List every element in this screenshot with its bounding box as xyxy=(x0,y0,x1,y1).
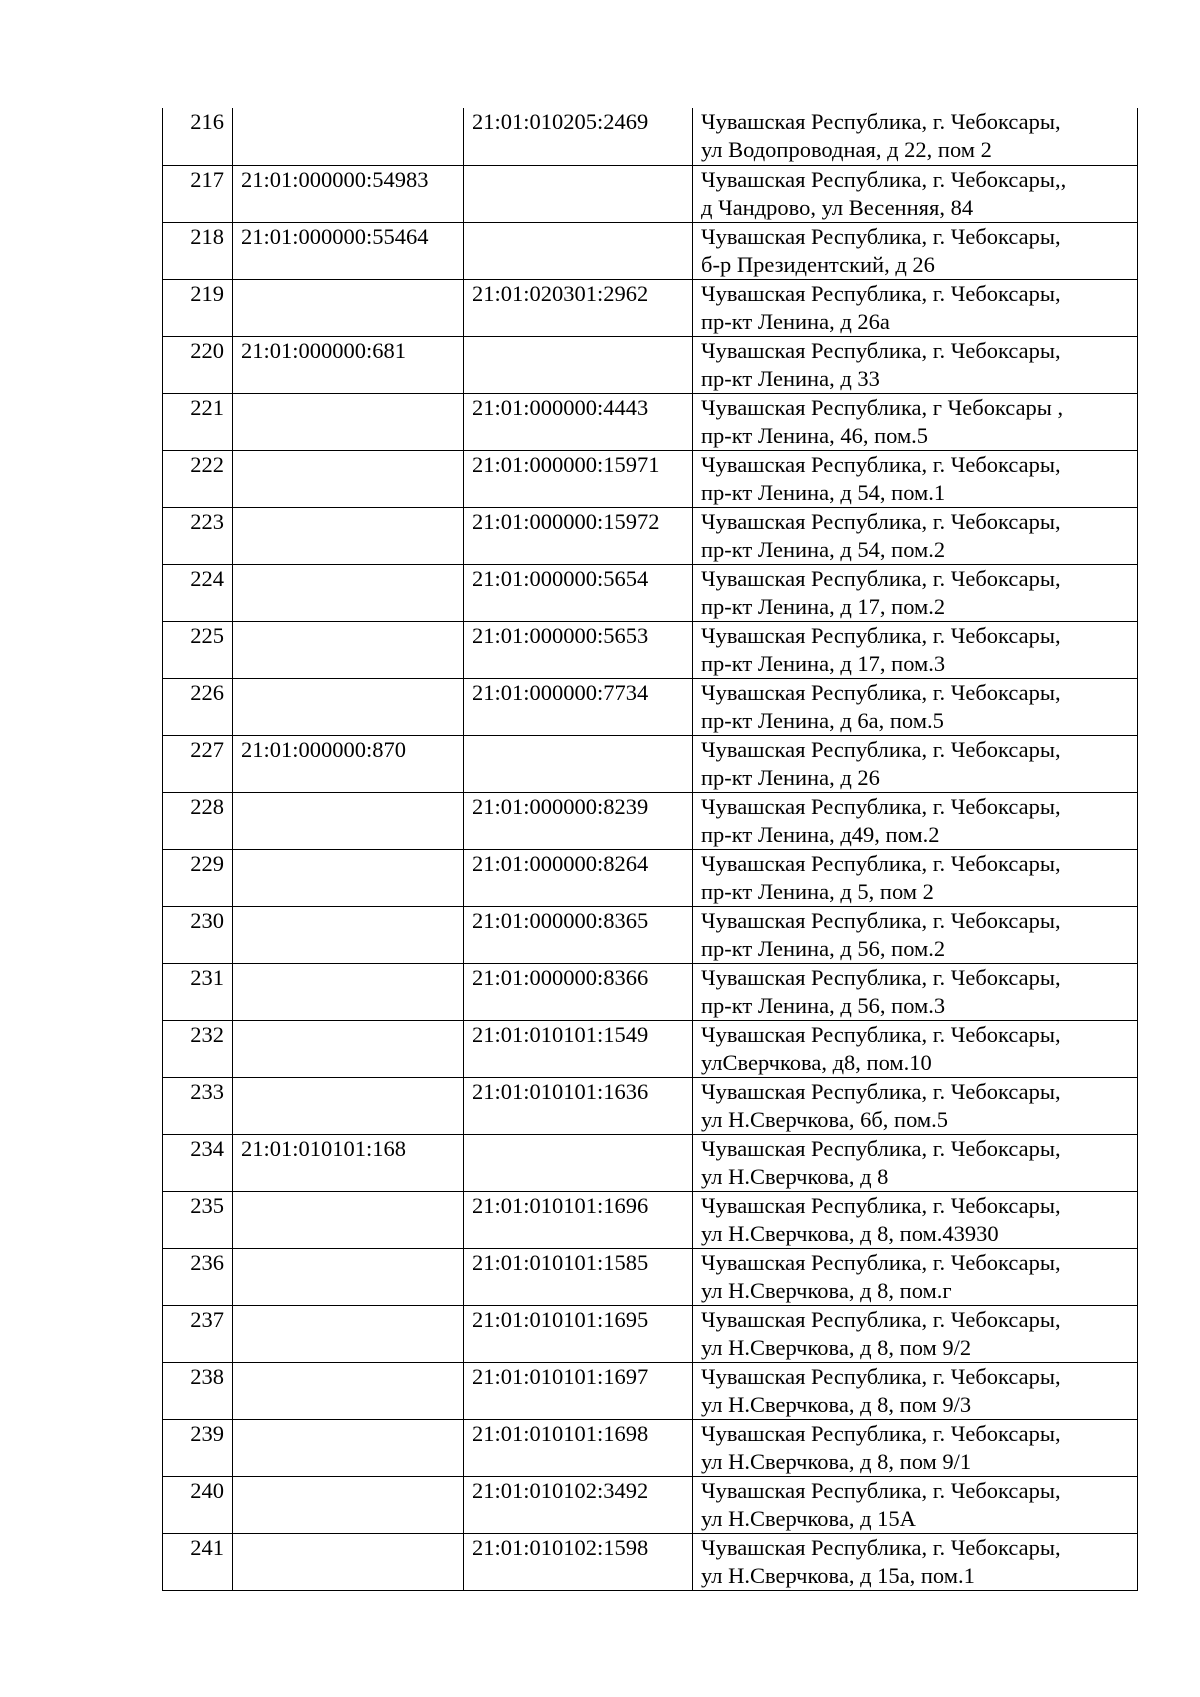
row-number-cell: 234 xyxy=(163,1134,233,1191)
cadastral-number-premises-cell: 21:01:000000:8365 xyxy=(464,906,693,963)
cadastral-number-premises-cell: 21:01:010102:1598 xyxy=(464,1533,693,1590)
address-line-1: Чувашская Республика, г. Чебоксары, xyxy=(701,109,1061,134)
row-number-cell: 217 xyxy=(163,165,233,222)
cadastral-number-cell: 21:01:000000:54983 xyxy=(233,165,464,222)
address-line-1: Чувашская Республика, г. Чебоксары, xyxy=(701,1420,1061,1446)
address-line-2: б-р Президентский, д 26 xyxy=(701,251,935,277)
cadastral-number-premises-cell: 21:01:010205:2469 xyxy=(464,108,693,165)
row-number-cell: 239 xyxy=(163,1419,233,1476)
address-line-1: Чувашская Республика, г. Чебоксары,, xyxy=(701,166,1067,192)
address-line-1: Чувашская Республика, г. Чебоксары, xyxy=(701,850,1061,876)
address-cell xyxy=(693,621,1138,678)
address-line-2: пр-кт Ленина, д 56, пом.2 xyxy=(701,935,946,961)
address-cell xyxy=(693,963,1138,1020)
address-cell xyxy=(693,507,1138,564)
row-number-cell: 236 xyxy=(163,1248,233,1305)
address-line-2: пр-кт Ленина, д 5, пом 2 xyxy=(701,878,934,904)
address-line-2: ул Н.Сверчкова, д 8, пом.43930 xyxy=(701,1220,999,1246)
address-cell xyxy=(693,564,1138,621)
address-cell xyxy=(693,1020,1138,1077)
table-row xyxy=(163,792,1138,849)
cadastral-number-cell: 21:01:000000:870 xyxy=(233,735,464,792)
row-number-cell: 221 xyxy=(163,393,233,450)
address-line-2: пр-кт Ленина, д 33 xyxy=(701,365,880,391)
cadastral-number-cell: 21:01:000000:55464 xyxy=(233,222,464,279)
cadastral-number-cell xyxy=(233,108,464,165)
address-line-1: Чувашская Республика, г Чебоксары , xyxy=(701,394,1064,420)
address-line-1: Чувашская Республика, г. Чебоксары, xyxy=(701,679,1061,705)
table-row xyxy=(163,1533,1138,1590)
table-row xyxy=(163,165,1138,222)
address-line-2: пр-кт Ленина, д 54, пом.2 xyxy=(701,536,946,562)
table-row xyxy=(163,393,1138,450)
address-cell xyxy=(693,849,1138,906)
address-line-1: Чувашская Республика, г. Чебоксары, xyxy=(701,337,1061,363)
address-cell xyxy=(693,222,1138,279)
address-line-2: пр-кт Ленина, д 17, пом.2 xyxy=(701,593,946,619)
address-line-1: Чувашская Республика, г. Чебоксары, xyxy=(701,793,1061,819)
row-number-cell: 219 xyxy=(163,279,233,336)
row-number-cell: 226 xyxy=(163,678,233,735)
cadastral-number-cell: 21:01:010101:168 xyxy=(233,1134,464,1191)
cadastral-number-premises-cell xyxy=(464,165,693,222)
row-number-cell: 225 xyxy=(163,621,233,678)
cadastral-number-premises-cell: 21:01:010101:1697 xyxy=(464,1362,693,1419)
table-row xyxy=(163,279,1138,336)
cadastral-number-cell xyxy=(233,621,464,678)
address-line-1: Чувашская Республика, г. Чебоксары, xyxy=(701,1249,1061,1275)
cadastral-number-cell xyxy=(233,906,464,963)
address-cell xyxy=(693,336,1138,393)
address-cell xyxy=(693,1191,1138,1248)
table-row xyxy=(163,735,1138,792)
address-line-2: ул Водопроводная, д 22, пом 2 xyxy=(701,137,992,162)
address-cell xyxy=(693,165,1138,222)
address-cell xyxy=(693,792,1138,849)
address-line-2: пр-кт Ленина, д 26 xyxy=(701,764,880,790)
table-row xyxy=(163,678,1138,735)
address-line-2: ул Н.Сверчкова, д 8 xyxy=(701,1163,889,1189)
cadastral-number-cell xyxy=(233,1362,464,1419)
address-cell xyxy=(693,1077,1138,1134)
address-line-2: пр-кт Ленина, 46, пом.5 xyxy=(701,422,929,448)
address-line-1: Чувашская Республика, г. Чебоксары, xyxy=(701,1192,1061,1218)
address-line-1: Чувашская Республика, г. Чебоксары, xyxy=(701,1534,1061,1560)
cadastral-number-cell xyxy=(233,450,464,507)
row-number-cell: 222 xyxy=(163,450,233,507)
address-line-2: ул Н.Сверчкова, д 8, пом 9/1 xyxy=(701,1448,972,1474)
cadastral-number-premises-cell xyxy=(464,336,693,393)
cadastral-number-cell xyxy=(233,1248,464,1305)
address-line-1: Чувашская Республика, г. Чебоксары, xyxy=(701,1363,1061,1389)
cadastral-number-cell xyxy=(233,507,464,564)
row-number-cell: 227 xyxy=(163,735,233,792)
address-cell xyxy=(693,1419,1138,1476)
table-row xyxy=(163,963,1138,1020)
address-cell xyxy=(693,393,1138,450)
row-number-cell: 230 xyxy=(163,906,233,963)
row-number-cell: 228 xyxy=(163,792,233,849)
table-row xyxy=(163,564,1138,621)
address-line-1: Чувашская Республика, г. Чебоксары, xyxy=(701,280,1061,306)
address-line-1: Чувашская Республика, г. Чебоксары, xyxy=(701,736,1061,762)
cadastral-number-cell xyxy=(233,1476,464,1533)
row-number-cell: 216 xyxy=(163,108,233,165)
address-line-2: пр-кт Ленина, д 26а xyxy=(701,308,890,334)
row-number-cell: 224 xyxy=(163,564,233,621)
row-number-cell: 237 xyxy=(163,1305,233,1362)
address-line-2: ул Н.Сверчкова, д 8, пом 9/2 xyxy=(701,1334,972,1360)
address-line-1: Чувашская Республика, г. Чебоксары, xyxy=(701,565,1061,591)
address-cell xyxy=(693,1305,1138,1362)
address-line-2: ул Н.Сверчкова, д 15А xyxy=(701,1505,916,1531)
cadastral-number-cell xyxy=(233,1305,464,1362)
cadastral-number-premises-cell: 21:01:000000:7734 xyxy=(464,678,693,735)
row-number-cell: 241 xyxy=(163,1533,233,1590)
table-row xyxy=(163,906,1138,963)
cadastral-number-cell xyxy=(233,1419,464,1476)
cadastral-number-premises-cell: 21:01:000000:8239 xyxy=(464,792,693,849)
address-line-2: ул Н.Сверчкова, 6б, пом.5 xyxy=(701,1106,949,1132)
cadastral-number-premises-cell: 21:01:000000:5654 xyxy=(464,564,693,621)
cadastral-number-cell xyxy=(233,792,464,849)
address-cell xyxy=(693,1476,1138,1533)
cadastral-number-premises-cell: 21:01:000000:8366 xyxy=(464,963,693,1020)
registry-table-body xyxy=(163,108,1138,1590)
address-line-1: Чувашская Республика, г. Чебоксары, xyxy=(701,622,1061,648)
address-cell xyxy=(693,906,1138,963)
cadastral-number-premises-cell: 21:01:010101:1696 xyxy=(464,1191,693,1248)
address-cell xyxy=(693,678,1138,735)
address-line-1: Чувашская Республика, г. Чебоксары, xyxy=(701,1477,1061,1503)
table-row xyxy=(163,1134,1138,1191)
table-row xyxy=(163,1419,1138,1476)
cadastral-number-cell xyxy=(233,393,464,450)
cadastral-number-premises-cell: 21:01:010101:1695 xyxy=(464,1305,693,1362)
table-row xyxy=(163,1020,1138,1077)
table-row xyxy=(163,222,1138,279)
address-line-2: ул Н.Сверчкова, д 8, пом 9/3 xyxy=(701,1391,972,1417)
address-line-2: пр-кт Ленина, д 54, пом.1 xyxy=(701,479,946,505)
cadastral-number-premises-cell: 21:01:000000:15972 xyxy=(464,507,693,564)
cadastral-number-premises-cell: 21:01:020301:2962 xyxy=(464,279,693,336)
address-line-1: Чувашская Республика, г. Чебоксары, xyxy=(701,964,1061,990)
table-row xyxy=(163,507,1138,564)
table-row xyxy=(163,1077,1138,1134)
row-number-cell: 235 xyxy=(163,1191,233,1248)
row-number-cell: 218 xyxy=(163,222,233,279)
table-row xyxy=(163,849,1138,906)
address-line-2: пр-кт Ленина, д 56, пом.3 xyxy=(701,992,946,1018)
cadastral-number-premises-cell: 21:01:000000:5653 xyxy=(464,621,693,678)
address-cell xyxy=(693,1248,1138,1305)
row-number-cell: 223 xyxy=(163,507,233,564)
cadastral-number-premises-cell: 21:01:010101:1549 xyxy=(464,1020,693,1077)
cadastral-number-premises-cell: 21:01:000000:4443 xyxy=(464,393,693,450)
row-number-cell: 240 xyxy=(163,1476,233,1533)
table-row xyxy=(163,1191,1138,1248)
address-line-1: Чувашская Республика, г. Чебоксары, xyxy=(701,508,1061,534)
cadastral-number-premises-cell xyxy=(464,1134,693,1191)
row-number-cell: 229 xyxy=(163,849,233,906)
row-number-cell: 232 xyxy=(163,1020,233,1077)
address-line-2: д Чандрово, ул Весенняя, 84 xyxy=(701,194,974,220)
cadastral-number-cell xyxy=(233,1077,464,1134)
table-row xyxy=(163,1305,1138,1362)
address-cell xyxy=(693,450,1138,507)
address-line-1: Чувашская Республика, г. Чебоксары, xyxy=(701,1306,1061,1332)
cadastral-number-cell xyxy=(233,564,464,621)
address-cell xyxy=(693,1134,1138,1191)
cadastral-number-cell xyxy=(233,279,464,336)
address-line-2: пр-кт Ленина, д49, пом.2 xyxy=(701,821,940,847)
cadastral-number-cell xyxy=(233,1533,464,1590)
cadastral-number-premises-cell: 21:01:000000:8264 xyxy=(464,849,693,906)
cadastral-number-premises-cell xyxy=(464,222,693,279)
address-cell xyxy=(693,1362,1138,1419)
address-line-2: ул Н.Сверчкова, д 8, пом.г xyxy=(701,1277,952,1303)
cadastral-number-cell xyxy=(233,849,464,906)
address-line-2: пр-кт Ленина, д 17, пом.3 xyxy=(701,650,946,676)
cadastral-number-cell xyxy=(233,678,464,735)
registry-table xyxy=(162,108,1138,1591)
row-number-cell: 233 xyxy=(163,1077,233,1134)
address-line-1: Чувашская Республика, г. Чебоксары, xyxy=(701,1078,1061,1104)
table-row xyxy=(163,1476,1138,1533)
address-cell xyxy=(693,279,1138,336)
row-number-cell: 231 xyxy=(163,963,233,1020)
cadastral-number-premises-cell xyxy=(464,735,693,792)
address-line-2: улСверчкова, д8, пом.10 xyxy=(701,1049,932,1075)
cadastral-number-cell xyxy=(233,963,464,1020)
cadastral-number-cell: 21:01:000000:681 xyxy=(233,336,464,393)
table-row xyxy=(163,1362,1138,1419)
address-cell xyxy=(693,1533,1138,1590)
address-cell xyxy=(693,108,1138,165)
address-line-1: Чувашская Республика, г. Чебоксары, xyxy=(701,451,1061,477)
address-line-2: пр-кт Ленина, д 6а, пом.5 xyxy=(701,707,944,733)
address-cell xyxy=(693,735,1138,792)
cadastral-number-premises-cell: 21:01:010102:3492 xyxy=(464,1476,693,1533)
address-line-1: Чувашская Республика, г. Чебоксары, xyxy=(701,223,1061,249)
table-row xyxy=(163,336,1138,393)
table-row xyxy=(163,1248,1138,1305)
cadastral-number-cell xyxy=(233,1191,464,1248)
cadastral-number-premises-cell: 21:01:010101:1636 xyxy=(464,1077,693,1134)
cadastral-number-premises-cell: 21:01:010101:1585 xyxy=(464,1248,693,1305)
table-row xyxy=(163,450,1138,507)
row-number-cell: 238 xyxy=(163,1362,233,1419)
cadastral-number-premises-cell: 21:01:000000:15971 xyxy=(464,450,693,507)
address-line-1: Чувашская Республика, г. Чебоксары, xyxy=(701,1021,1061,1047)
address-line-1: Чувашская Республика, г. Чебоксары, xyxy=(701,1135,1061,1161)
table-row xyxy=(163,621,1138,678)
cadastral-number-premises-cell: 21:01:010101:1698 xyxy=(464,1419,693,1476)
cadastral-number-cell xyxy=(233,1020,464,1077)
row-number-cell: 220 xyxy=(163,336,233,393)
table-row xyxy=(163,108,1138,165)
address-line-1: Чувашская Республика, г. Чебоксары, xyxy=(701,907,1061,933)
address-line-2: ул Н.Сверчкова, д 15а, пом.1 xyxy=(701,1562,975,1588)
